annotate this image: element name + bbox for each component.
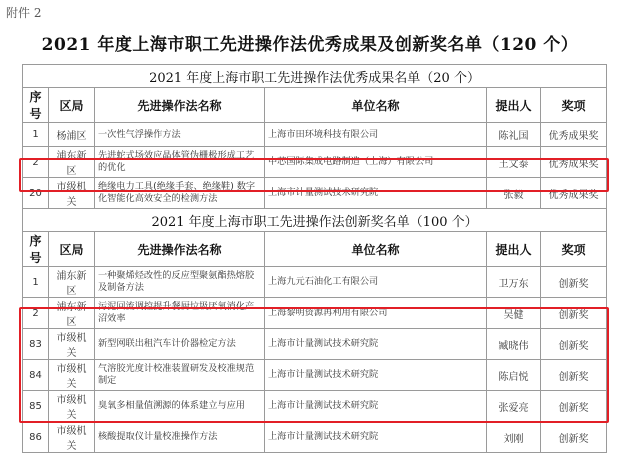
row-method: 一种聚烯烃改性的反应型聚氨酯热熔胶及制备方法 <box>95 267 265 298</box>
row-person: 张爱亮 <box>487 391 541 422</box>
row-district: 市级机关 <box>49 391 95 422</box>
innovation-award-table <box>22 208 607 453</box>
row-district: 市级机关 <box>49 360 95 391</box>
row-award: 创新奖 <box>541 267 607 298</box>
header-unit: 单位名称 <box>265 88 487 123</box>
row-person: 陈启悦 <box>487 360 541 391</box>
row-person: 卫万东 <box>487 267 541 298</box>
table-row <box>23 422 607 453</box>
row-method: 新型网联出租汽车计价器检定方法 <box>95 329 265 360</box>
row-person: 王文泰 <box>487 147 541 178</box>
header-person: 提出人 <box>487 88 541 123</box>
row-no: 1 <box>23 267 49 298</box>
row-method: 污泥回流调控提升餐厨垃圾厌氧消化产沼效率 <box>95 298 265 329</box>
header-unit: 单位名称 <box>265 232 487 267</box>
row-unit: 上海市计量测试技术研究院 <box>265 329 487 360</box>
table-row <box>23 178 607 209</box>
row-award: 优秀成果奖 <box>541 178 607 209</box>
table-row <box>23 329 607 360</box>
row-unit: 上海市计量测试技术研究院 <box>265 360 487 391</box>
row-unit: 上海市田环境科技有限公司 <box>265 123 487 147</box>
attachment-label: 附件 2 <box>6 6 42 20</box>
row-district: 市级机关 <box>49 422 95 453</box>
row-method: 绝缘电力工具(绝缘手套、绝缘鞋) 数字化智能化高效安全的检测方法 <box>95 178 265 209</box>
row-method: 臭氧多相量值溯源的体系建立与应用 <box>95 391 265 422</box>
row-award: 创新奖 <box>541 329 607 360</box>
row-award: 创新奖 <box>541 298 607 329</box>
document-title: 2021 年度上海市职工先进操作法优秀成果及创新奖名单（120 个） <box>41 35 579 55</box>
header-no: 序号 <box>23 88 49 123</box>
row-method: 气溶胶光度计校准装置研发及校准规范制定 <box>95 360 265 391</box>
row-award: 创新奖 <box>541 360 607 391</box>
row-unit: 上海市计量测试技术研究院 <box>265 422 487 453</box>
row-method: 先进蛇式场效应晶体管伪栅极形成工艺的优化 <box>95 147 265 178</box>
table-row <box>23 123 607 147</box>
row-district: 杨浦区 <box>49 123 95 147</box>
row-unit: 上海九元石油化工有限公司 <box>265 267 487 298</box>
row-no: 1 <box>23 123 49 147</box>
row-no: 85 <box>23 391 49 422</box>
table-caption: 2021 年度上海市职工先进操作法优秀成果名单（20 个） <box>23 65 607 88</box>
table-row <box>23 391 607 422</box>
row-district: 浦东新区 <box>49 298 95 329</box>
row-person: 吴健 <box>487 298 541 329</box>
row-no: 84 <box>23 360 49 391</box>
row-unit: 中芯国际集成电路制造（上海）有限公司 <box>265 147 487 178</box>
row-person: 臧晓伟 <box>487 329 541 360</box>
row-person: 陈礼国 <box>487 123 541 147</box>
row-unit: 上海市计量测试技术研究院 <box>265 178 487 209</box>
row-district: 浦东新区 <box>49 147 95 178</box>
row-award: 创新奖 <box>541 391 607 422</box>
row-no: 86 <box>23 422 49 453</box>
table-header-row <box>23 88 607 123</box>
row-person: 张毅 <box>487 178 541 209</box>
row-award: 创新奖 <box>541 422 607 453</box>
row-no: 83 <box>23 329 49 360</box>
row-award: 优秀成果奖 <box>541 147 607 178</box>
row-unit: 上海市计量测试技术研究院 <box>265 391 487 422</box>
header-method: 先进操作法名称 <box>95 88 265 123</box>
table-row <box>23 360 607 391</box>
header-district: 区局 <box>49 88 95 123</box>
table-row <box>23 298 607 329</box>
row-award: 优秀成果奖 <box>541 123 607 147</box>
row-district: 市级机关 <box>49 178 95 209</box>
row-no: 2 <box>23 298 49 329</box>
excellent-results-table <box>22 64 607 209</box>
row-district: 市级机关 <box>49 329 95 360</box>
header-person: 提出人 <box>487 232 541 267</box>
row-person: 刘刚 <box>487 422 541 453</box>
row-method: 一次性气浮操作方法 <box>95 123 265 147</box>
header-award: 奖项 <box>541 232 607 267</box>
header-district: 区局 <box>49 232 95 267</box>
row-unit: 上海黎明资源再利用有限公司 <box>265 298 487 329</box>
table-caption: 2021 年度上海市职工先进操作法创新奖名单（100 个） <box>23 209 607 232</box>
row-no: 2 <box>23 147 49 178</box>
table-row <box>23 147 607 178</box>
header-no: 序号 <box>23 232 49 267</box>
row-no: 20 <box>23 178 49 209</box>
header-award: 奖项 <box>541 88 607 123</box>
table-header-row <box>23 232 607 267</box>
table-row <box>23 267 607 298</box>
row-method: 核酸提取仪计量校准操作方法 <box>95 422 265 453</box>
header-method: 先进操作法名称 <box>95 232 265 267</box>
row-district: 浦东新区 <box>49 267 95 298</box>
